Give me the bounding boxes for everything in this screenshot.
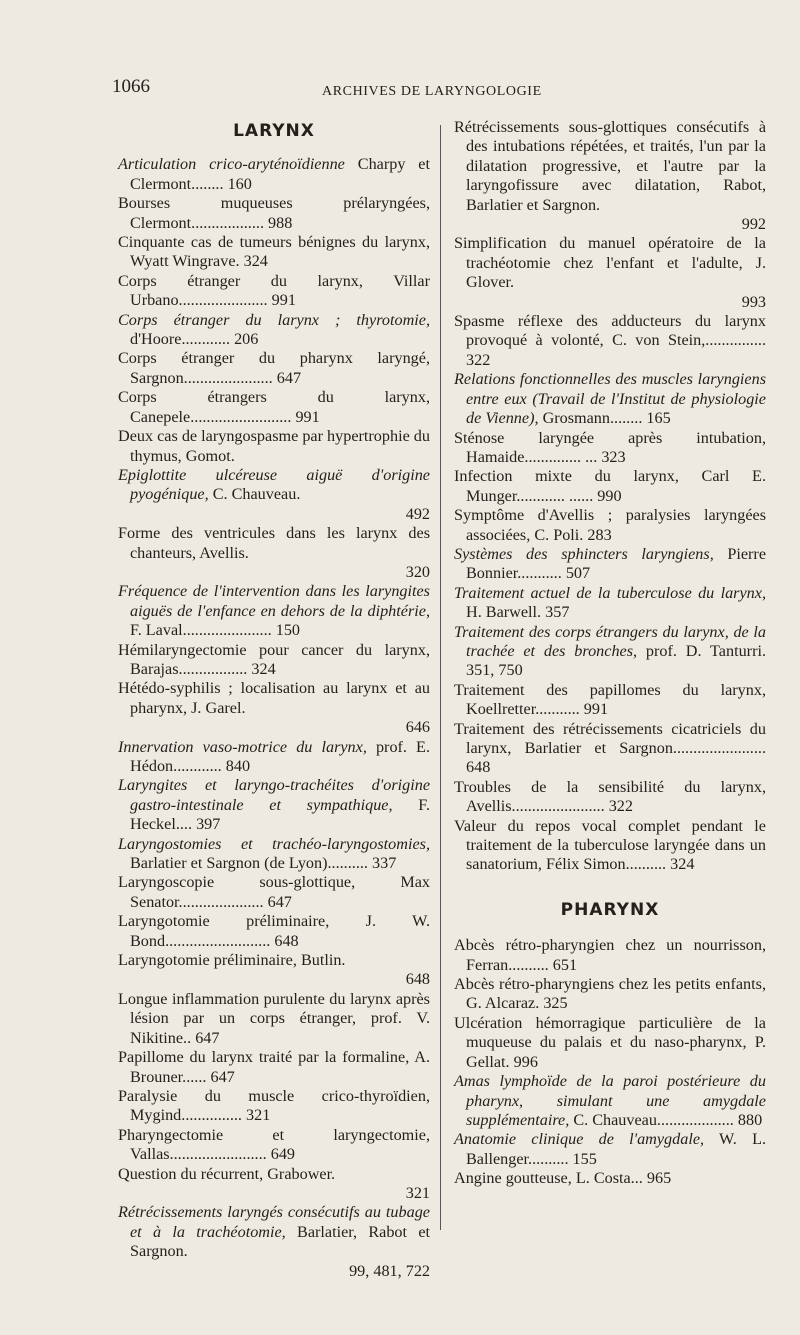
index-entry bbox=[454, 312, 766, 370]
entry-page-number: 507 bbox=[565, 564, 591, 583]
index-entry bbox=[454, 234, 766, 312]
entry-text: Forme des ventricules dans les larynx des chanteurs, Avellis. bbox=[118, 524, 430, 562]
entry-text: Abcès rétro-pharyngien chez un nourrisson, Ferran.......... bbox=[454, 936, 766, 974]
index-entry bbox=[454, 1169, 766, 1188]
entry-text: Traitement des rétrécissements cicatriciels du larynx, Barlatier et Sargnon....................... bbox=[454, 719, 766, 757]
entry-page-number: 155 bbox=[572, 1149, 597, 1168]
entry-text: Bourses muqueuses prélaryngées, Clermont.................. bbox=[118, 194, 430, 232]
entry-page-number: 165 bbox=[646, 409, 671, 428]
index-entry bbox=[454, 370, 766, 428]
index-entry bbox=[454, 681, 766, 720]
index-entry bbox=[118, 873, 430, 912]
entry-page-number: 965 bbox=[646, 1169, 672, 1188]
entry-italic-title: Innervation vaso-motrice du larynx, bbox=[118, 737, 367, 756]
entry-page-number: 649 bbox=[270, 1145, 296, 1164]
entry-page-number: 647 bbox=[210, 1067, 235, 1086]
entry-text: F. Heckel.... bbox=[130, 795, 430, 834]
larynx-continued-list bbox=[454, 118, 766, 875]
entry-text: Simplification du manuel opératoire de la trachéotomie chez l'enfant et l'adulte, J. Glover. bbox=[454, 234, 766, 292]
entry-italic-title: Amas lymphoïde de la paroi postérieure du pharynx, simulant une amygdale supplémentaire, bbox=[454, 1072, 766, 1129]
right-column bbox=[454, 118, 766, 1189]
entry-text: Charpy et Clermont........ bbox=[130, 155, 430, 193]
entry-text: C. Chauveau. bbox=[208, 485, 301, 504]
entry-page-number: 647 bbox=[267, 892, 292, 911]
index-entry bbox=[118, 582, 430, 640]
index-entry bbox=[118, 1087, 430, 1126]
index-entry bbox=[118, 912, 430, 951]
entry-italic-title: Systèmes des sphincters laryngiens, bbox=[454, 544, 714, 563]
entry-text: Sténose laryngée après intubation, Hamaide.............. ... bbox=[454, 428, 766, 466]
entry-text: Barlatier, Rabot et Sargnon. bbox=[130, 1222, 431, 1261]
entry-text: Barlatier et Sargnon (de Lyon).......... bbox=[130, 854, 368, 873]
entry-text: Troubles de la sensibilité du larynx, Avellis....................... bbox=[454, 777, 766, 816]
index-entry bbox=[454, 584, 766, 623]
entry-page-number: 648 bbox=[405, 970, 430, 989]
entry-text: Pharyngectomie et laryngectomie, Vallas........................ bbox=[118, 1125, 430, 1164]
entry-page-number: 322 bbox=[466, 350, 491, 369]
entry-page-number: 283 bbox=[587, 525, 612, 544]
entry-page-number: 337 bbox=[372, 854, 397, 873]
index-entry bbox=[118, 1048, 430, 1087]
entry-page-number: 322 bbox=[608, 797, 633, 816]
entry-page-number: 324 bbox=[251, 659, 276, 678]
entry-text: Papillome du larynx traité par la formaline, A. Brouner...... bbox=[118, 1048, 430, 1086]
index-entry bbox=[118, 990, 430, 1048]
index-entry bbox=[118, 233, 430, 272]
index-entry bbox=[118, 349, 430, 388]
entry-text: prof. D. Tanturri. bbox=[637, 641, 766, 660]
entry-text: Grosmann........ bbox=[538, 409, 643, 428]
entry-text: Laryngotomie préliminaire, Butlin. bbox=[118, 951, 346, 970]
entry-page-number: 351, 750 bbox=[466, 661, 523, 680]
entry-page-number: 880 bbox=[737, 1110, 763, 1129]
index-entry bbox=[454, 118, 766, 234]
entry-page-number: 324 bbox=[670, 855, 695, 874]
entry-page-number: 160 bbox=[227, 174, 252, 193]
index-entry bbox=[118, 311, 430, 350]
column-divider bbox=[440, 125, 441, 1230]
index-entry bbox=[118, 835, 430, 874]
index-entry bbox=[454, 975, 766, 1014]
index-entry bbox=[118, 679, 430, 737]
entry-text: Ulcération hémorragique particulière de la muqueuse du palais et du naso-pharynx, P. Gellat. bbox=[454, 1013, 766, 1071]
entry-page-number: 990 bbox=[597, 486, 622, 505]
entry-text: Laryngoscopie sous-glottique, Max Senator..................... bbox=[118, 873, 430, 911]
entry-text: Question du récurrent, Grabower. bbox=[118, 1164, 336, 1183]
entry-text: C. Chauveau................... bbox=[569, 1110, 734, 1129]
entry-page-number: 492 bbox=[405, 504, 430, 523]
index-entry bbox=[454, 720, 766, 778]
entry-text: Pierre Bonnier........... bbox=[466, 544, 766, 583]
entry-page-number: 397 bbox=[196, 815, 221, 834]
entry-text: Corps étranger du pharynx laryngé, Sargnon...................... bbox=[118, 349, 430, 387]
entry-text: Corps étranger du larynx, Villar Urbano...................... bbox=[118, 271, 430, 310]
entry-text: Traitement des papillomes du larynx, Koellretter........... bbox=[454, 680, 766, 719]
index-entry bbox=[118, 194, 430, 233]
entry-page-number: 99, 481, 722 bbox=[349, 1261, 430, 1280]
entry-text: Angine goutteuse, L. Costa... bbox=[454, 1169, 643, 1188]
entry-italic-title: Relations fonctionnelles des muscles laryngiens entre eux (Travail de l'Institut de physiologie de Vienne), bbox=[454, 370, 766, 428]
index-entry bbox=[454, 778, 766, 817]
entry-text: Symptôme d'Avellis ; paralysies laryngées associées, C. Poli. bbox=[454, 506, 766, 544]
index-entry bbox=[454, 1130, 766, 1169]
entry-page-number: 324 bbox=[243, 252, 268, 271]
entry-text: Paralysie du muscle crico-thyroïdien, Mygind............... bbox=[118, 1086, 430, 1125]
entry-page-number: 325 bbox=[543, 994, 568, 1013]
index-entry bbox=[118, 1165, 430, 1204]
entry-text: Cinquante cas de tumeurs bénignes du larynx, Wyatt Wingrave. bbox=[118, 233, 430, 271]
index-entry bbox=[118, 272, 430, 311]
entry-text: Rétrécissements sous-glottiques consécutifs à des intubations répétées, et traités, l'un par la dilatation progressive, et l'autre par la laryngofissure avec dilatation, Rabot, Barlatier et Sargnon. bbox=[454, 118, 766, 214]
left-column bbox=[118, 118, 430, 1281]
entry-text: Corps étrangers du larynx, Canepele......................... bbox=[118, 388, 430, 426]
entry-italic-title: Articulation crico-aryténoïdienne bbox=[118, 155, 345, 174]
index-entry bbox=[118, 388, 430, 427]
entry-text: Hétédo-syphilis ; localisation au larynx et au pharynx, J. Garel. bbox=[118, 679, 430, 717]
entry-page-number: 646 bbox=[405, 718, 430, 737]
entry-page-number: 648 bbox=[466, 758, 491, 777]
entry-page-number: 150 bbox=[275, 621, 301, 640]
index-entry bbox=[118, 155, 430, 194]
entry-text: Abcès rétro-pharyngiens chez les petits enfants, G. Alcaraz. bbox=[454, 975, 766, 1013]
index-entry bbox=[454, 1072, 766, 1130]
entry-text: W. L. Ballenger.......... bbox=[466, 1130, 767, 1168]
entry-page-number: 988 bbox=[268, 213, 293, 232]
index-entry bbox=[454, 817, 766, 875]
entry-italic-title: Rétrécissements laryngés consécutifs au tubage et à la trachéotomie, bbox=[118, 1203, 430, 1241]
entry-text: Hémilaryngectomie pour cancer du larynx, Barajas................. bbox=[118, 640, 430, 678]
entry-page-number: 991 bbox=[583, 700, 609, 719]
entry-page-number: 321 bbox=[405, 1183, 430, 1202]
larynx-entry-list bbox=[118, 155, 430, 1281]
entry-page-number: 321 bbox=[246, 1106, 271, 1125]
entry-text: H. Barwell. bbox=[466, 603, 542, 622]
index-entry bbox=[454, 467, 766, 506]
page-number: 1066 bbox=[112, 76, 150, 97]
entry-italic-title: Traitement actuel de la tuberculose du larynx, bbox=[454, 583, 766, 602]
entry-page-number: 323 bbox=[601, 447, 626, 466]
entry-page-number: 320 bbox=[405, 562, 430, 581]
entry-page-number: 991 bbox=[295, 407, 320, 426]
entry-text: prof. E. Hédon............ bbox=[130, 737, 430, 775]
index-entry bbox=[118, 776, 430, 834]
entry-page-number: 840 bbox=[225, 757, 251, 775]
index-entry bbox=[454, 936, 766, 975]
entry-text: Longue inflammation purulente du larynx après lésion par un corps étranger, prof. V. Nikitine.. bbox=[118, 989, 430, 1047]
index-entry bbox=[118, 1203, 430, 1281]
index-entry bbox=[454, 429, 766, 468]
entry-page-number: 357 bbox=[545, 603, 570, 622]
entry-page-number: 993 bbox=[741, 292, 766, 311]
section-heading-larynx: LARYNX bbox=[233, 121, 315, 141]
entry-italic-title: Laryngostomies et trachéo-laryngostomies, bbox=[118, 834, 430, 853]
running-title: ARCHIVES DE LARYNGOLOGIE bbox=[322, 84, 542, 99]
entry-page-number: 991 bbox=[271, 291, 296, 310]
index-entry bbox=[118, 641, 430, 680]
entry-text: F. Laval...................... bbox=[130, 621, 272, 640]
entry-text: d'Hoore............ bbox=[130, 330, 231, 349]
index-entry bbox=[118, 524, 430, 582]
entry-italic-title: Laryngites et laryngo-trachéites d'origine gastro-intestinale et sympathique, bbox=[118, 776, 430, 814]
pharynx-entry-list bbox=[454, 936, 766, 1188]
entry-page-number: 648 bbox=[274, 931, 299, 950]
entry-text: Laryngotomie préliminaire, J. W. Bond.......................... bbox=[118, 912, 430, 950]
entry-italic-title: Anatomie clinique de l'amygdale, bbox=[454, 1130, 705, 1149]
entry-italic-title: Epiglottite ulcéreuse aiguë d'origine pyogénique, bbox=[118, 465, 430, 504]
entry-italic-title: Corps étranger du larynx ; thyrotomie, bbox=[118, 310, 430, 329]
index-entry bbox=[454, 506, 766, 545]
entry-italic-title: Fréquence de l'intervention dans les laryngites aiguës de l'enfance en dehors de la diphtérie, bbox=[118, 582, 430, 620]
index-entry bbox=[118, 951, 430, 990]
index-entry bbox=[118, 1126, 430, 1165]
entry-text: Infection mixte du larynx, Carl E. Munger............ ...... bbox=[454, 467, 766, 505]
entry-text: Spasme réflexe des adducteurs du larynx provoqué à volonté, C. von Stein,............... bbox=[454, 312, 766, 350]
index-entry bbox=[118, 466, 430, 524]
entry-page-number: 647 bbox=[195, 1028, 220, 1047]
entry-page-number: 992 bbox=[741, 215, 766, 234]
index-entry bbox=[118, 427, 430, 466]
entry-text: Deux cas de laryngospasme par hypertrophie du thymus, Gomot. bbox=[118, 427, 430, 465]
index-entry bbox=[454, 1014, 766, 1072]
entry-page-number: 651 bbox=[552, 955, 578, 974]
entry-page-number: 996 bbox=[513, 1052, 538, 1071]
index-entry bbox=[454, 623, 766, 681]
index-entry bbox=[118, 738, 430, 777]
entry-italic-title: Traitement des corps étrangers du larynx, de la trachée et des bronches, bbox=[454, 622, 766, 660]
index-entry bbox=[454, 545, 766, 584]
section-heading-pharynx: PHARYNX bbox=[560, 899, 660, 920]
entry-page-number: 647 bbox=[276, 368, 302, 387]
entry-page-number: 206 bbox=[234, 330, 259, 349]
entry-text: Valeur du repos vocal complet pendant le traitement de la tuberculose laryngée dans un sanatorium, Félix Simon.......... bbox=[454, 816, 766, 874]
